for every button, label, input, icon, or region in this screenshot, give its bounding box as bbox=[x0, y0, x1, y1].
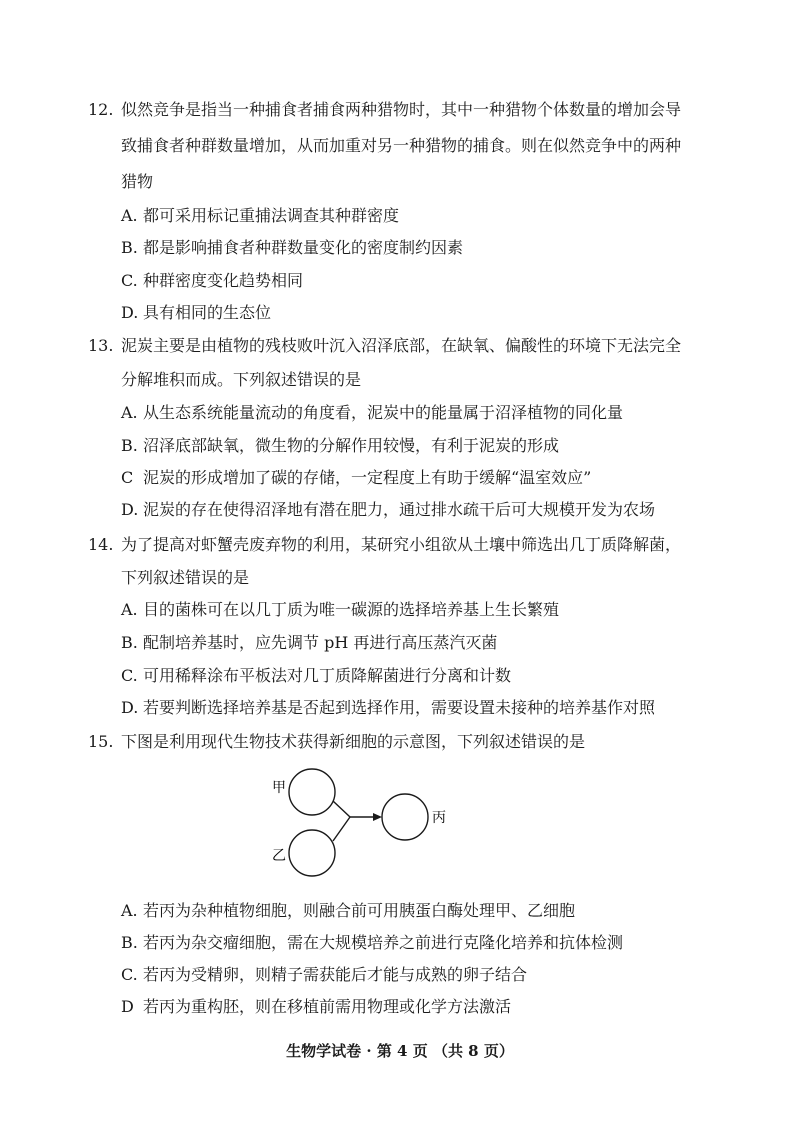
question-13-option-c: C 泥炭的形成增加了碳的存储，一定程度上有助于缓解“温室效应” bbox=[121, 468, 592, 487]
question-12-stem-line-1: 12. 似然竞争是指当一种捕食者捕食两种猎物时，其中一种猎物个体数量的增加会导 bbox=[88, 100, 682, 119]
question-15-option-a: A. 若丙为杂种植物细胞，则融合前可用胰蛋白酶处理甲、乙细胞 bbox=[121, 901, 576, 920]
question-15-option-d: D 若丙为重构胚，则在移植前需用物理或化学方法激活 bbox=[121, 997, 512, 1016]
question-14-option-b: B. 配制培养基时，应先调节 pH 再进行高压蒸汽灭菌 bbox=[121, 633, 498, 652]
question-14-option-d: D. 若要判断选择培养基是否起到选择作用，需要设置未接种的培养基作对照 bbox=[121, 698, 656, 717]
arrow-head-icon bbox=[373, 813, 382, 821]
question-15-option-c: C. 若丙为受精卵，则精子需获能后才能与成熟的卵子结合 bbox=[121, 965, 528, 984]
question-12-stem-line-2: 致捕食者种群数量增加，从而加重对另一种猎物的捕食。则在似然竞争中的两种 bbox=[121, 136, 682, 155]
label-yi: 乙 bbox=[272, 848, 286, 864]
question-number: 15. bbox=[88, 732, 114, 751]
question-14-stem-line-1: 14. 为了提高对虾蟹壳废弃物的利用，某研究小组欲从土壤中筛选出几丁质降解菌， bbox=[88, 535, 682, 554]
cell-yi-circle bbox=[289, 830, 335, 876]
question-12-option-d: D. 具有相同的生态位 bbox=[121, 303, 272, 322]
question-15-stem-line-1: 15. 下图是利用现代生物技术获得新细胞的示意图，下列叙述错误的是 bbox=[88, 732, 586, 751]
question-14-option-a: A. 目的菌株可在以几丁质为唯一碳源的选择培养基上生长繁殖 bbox=[121, 600, 560, 619]
question-15-option-b: B. 若丙为杂交瘤细胞，需在大规模培养之前进行克隆化培养和抗体检测 bbox=[121, 933, 624, 952]
question-number: 14. bbox=[88, 535, 114, 554]
cell-bing-circle bbox=[382, 794, 428, 840]
page-footer: 生物学试卷 · 第 4 页 （共 8 页） bbox=[286, 1042, 514, 1060]
question-13-option-b: B. 沼泽底部缺氧，微生物的分解作用较慢，有利于泥炭的形成 bbox=[121, 436, 560, 455]
question-number: 12. bbox=[88, 100, 114, 119]
cell-fusion-diagram bbox=[260, 765, 480, 880]
question-13-stem-line-2: 分解堆积而成。下列叙述错误的是 bbox=[121, 370, 362, 389]
question-14-stem-line-2: 下列叙述错误的是 bbox=[121, 568, 250, 587]
cell-jia-circle bbox=[289, 769, 335, 815]
question-12-option-c: C. 种群密度变化趋势相同 bbox=[121, 271, 304, 290]
label-jia: 甲 bbox=[272, 780, 286, 796]
question-number: 13. bbox=[88, 336, 114, 355]
question-14-option-c: C. 可用稀释涂布平板法对几丁质降解菌进行分离和计数 bbox=[121, 666, 512, 685]
question-12-option-b: B. 都是影响捕食者种群数量变化的密度制约因素 bbox=[121, 238, 464, 257]
merge-lines bbox=[333, 801, 350, 841]
question-12-stem-line-3: 猎物 bbox=[121, 172, 154, 191]
question-13-option-a: A. 从生态系统能量流动的角度看，泥炭中的能量属于沼泽植物的同化量 bbox=[121, 403, 624, 422]
label-bing: 丙 bbox=[432, 810, 446, 826]
question-13-option-d: D. 泥炭的存在使得沼泽地有潜在肥力，通过排水疏干后可大规模开发为农场 bbox=[121, 500, 656, 519]
question-13-stem-line-1: 13. 泥炭主要是由植物的残枝败叶沉入沼泽底部，在缺氧、偏酸性的环境下无法完全 bbox=[88, 336, 682, 355]
question-12-option-a: A. 都可采用标记重捕法调查其种群密度 bbox=[121, 206, 400, 225]
